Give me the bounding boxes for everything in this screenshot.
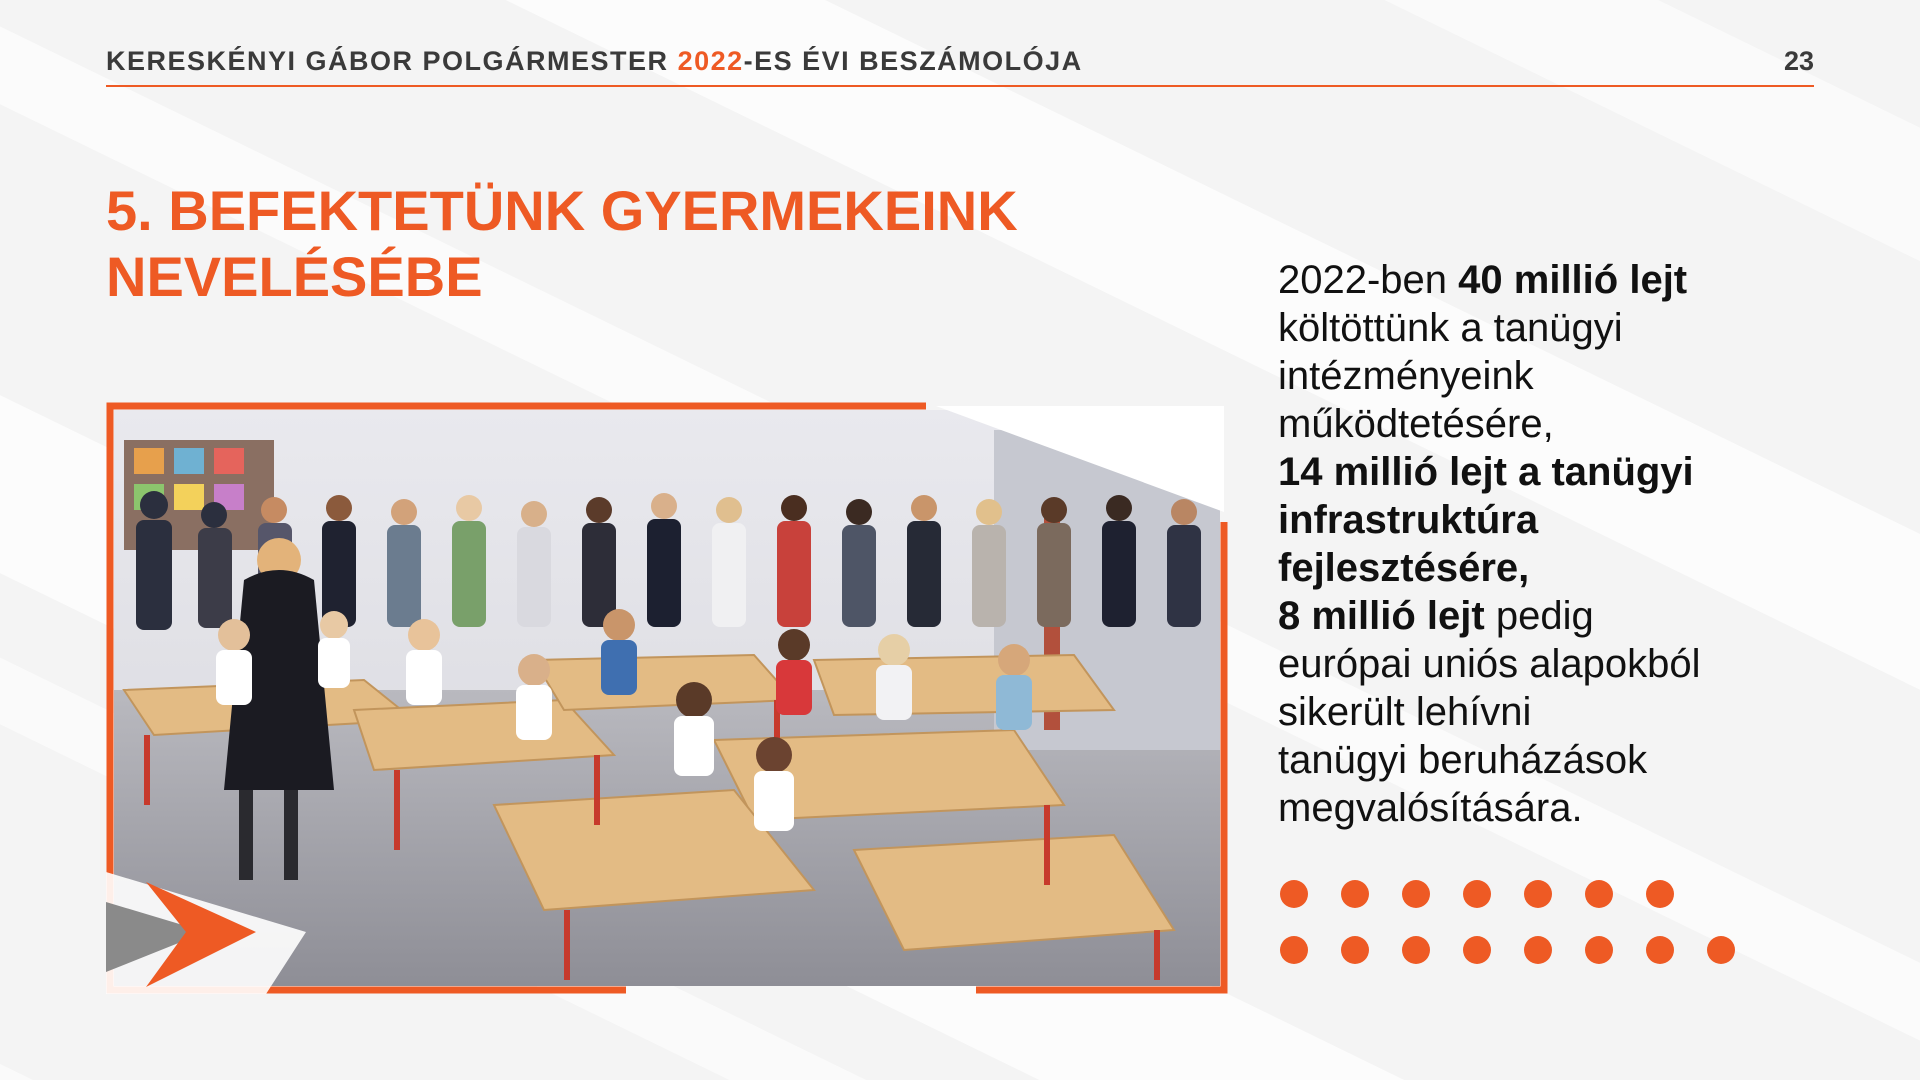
body-text: 2022-ben 40 millió lejt költöttünk a tanügyi intézményeink működtetésére, 14 millió lejt a tanügyi infrastruktúra fejlesztésére, 8 millió lejt pedig európai uniós alapokból sikerült lehívni tanügyi beruházások megvalósítására.: [1278, 258, 1701, 830]
decorative-dot: [1341, 880, 1369, 908]
decorative-dot: [1524, 936, 1552, 964]
decorative-dot: [1463, 880, 1491, 908]
budget-year-text: 2022-ben: [1278, 258, 1459, 302]
page-number: 23: [1783, 46, 1814, 76]
decorative-dot: [1402, 880, 1430, 908]
dot-row-1: [1280, 880, 1735, 908]
decorative-dot: [1280, 880, 1308, 908]
header-title: KERESKÉNYI GÁBOR POLGÁRMESTER 2022-ES ÉVI BESZÁMOLÓJA: [106, 46, 1083, 76]
decorative-dot: [1585, 936, 1613, 964]
decorative-dot: [1524, 880, 1552, 908]
decorative-dot: [1707, 936, 1735, 964]
decorative-dot: [1341, 936, 1369, 964]
decorative-dot: [1402, 936, 1430, 964]
budget-amount-infrastructure: 14 millió lejt a tanügyi: [1278, 450, 1694, 494]
section-title: [106, 178, 1106, 310]
budget-amount-operations: 40 millió lejt: [1458, 258, 1688, 302]
photo-frame: [106, 402, 1228, 994]
page-header: [106, 40, 1814, 87]
header-year: 2022: [677, 46, 744, 76]
budget-amount-eu-funds: 8 millió lejt: [1278, 594, 1485, 638]
decorative-dots: [1280, 880, 1735, 992]
dot-row-2: [1280, 936, 1735, 964]
decorative-dot: [1280, 936, 1308, 964]
decorative-dot: [1646, 880, 1674, 908]
section-title-line-2: NEVELÉSÉBE: [106, 245, 483, 308]
section-title-line-1: 5. BEFEKTETÜNK GYERMEKEINK: [106, 179, 1018, 242]
decorative-dot: [1585, 880, 1613, 908]
decorative-dot: [1463, 936, 1491, 964]
decorative-dot: [1646, 936, 1674, 964]
